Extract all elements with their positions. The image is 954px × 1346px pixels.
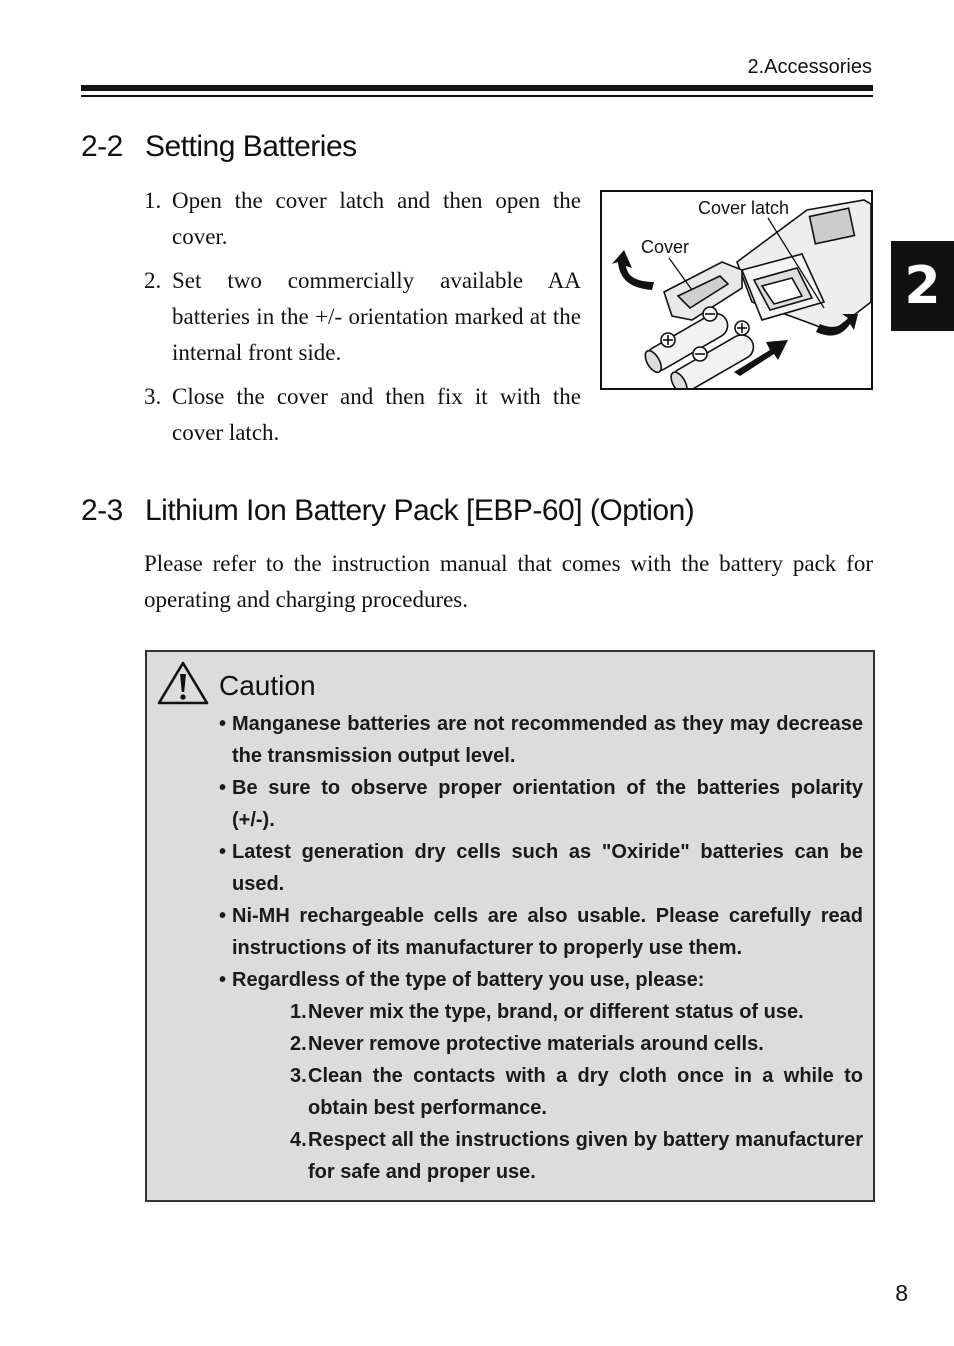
section-title: Lithium Ion Battery Pack [EBP-60] (Option) [145, 494, 695, 527]
sub-item-number: 3. [290, 1065, 307, 1087]
caution-item-text: Regardless of the type of battery you use, please: [232, 969, 705, 991]
step-number: 2. [144, 268, 162, 293]
caution-sub-item [290, 1060, 863, 1124]
sub-item-number: 2. [290, 1033, 307, 1055]
battery-illustration [602, 192, 871, 388]
figure-label-cover-latch: Cover latch [698, 198, 790, 218]
figure-label-cover: Cover [641, 237, 690, 257]
sub-item-text: Clean the contacts with a dry cloth once in a while to obtain best performance. [308, 1065, 863, 1119]
page-number: 8 [895, 1280, 908, 1306]
bullet: • [219, 905, 227, 927]
caution-item-text: Ni-MH rechargeable cells are also usable. Please carefully read instructions of its manufacturer to properly use them. [232, 905, 863, 959]
caution-item [219, 708, 863, 772]
header-rule-thick [81, 85, 873, 91]
chapter-tab: 2 [891, 241, 954, 331]
caution-sub-list [232, 996, 863, 1188]
caution-title: Caution [219, 670, 316, 701]
sub-item-number: 4. [290, 1129, 307, 1151]
caution-item [219, 900, 863, 964]
sub-item-text: Never remove protective materials around cells. [308, 1033, 764, 1055]
sub-item-text: Respect all the instructions given by battery manufacturer for safe and proper use. [308, 1129, 863, 1183]
battery-pack-note: Please refer to the instruction manual that comes with the battery pack for operating and charging procedures. [144, 551, 873, 612]
caution-item-text: Be sure to observe proper orientation of the batteries polarity (+/-). [232, 777, 863, 831]
section-title: Setting Batteries [145, 130, 357, 163]
battery-installation-figure [600, 190, 873, 390]
bullet: • [219, 969, 227, 991]
caution-item-text: Manganese batteries are not recommended as they may decrease the transmission output level. [232, 713, 863, 767]
caution-sub-item [290, 1028, 863, 1060]
step-text: Close the cover and then fix it with the cover latch. [172, 384, 581, 445]
step-number: 1. [144, 188, 162, 213]
section-heading-2-3 [81, 494, 694, 528]
sub-item-number: 1. [290, 1001, 307, 1023]
bullet: • [219, 713, 227, 735]
bullet: • [219, 841, 227, 863]
caution-list [219, 708, 863, 1188]
caution-box [145, 650, 875, 1202]
step-number: 3. [144, 384, 162, 409]
sub-item-text: Never mix the type, brand, or different status of use. [308, 1001, 804, 1023]
caution-item [219, 772, 863, 836]
section-number: 2-3 [81, 494, 123, 527]
step-item [144, 263, 581, 371]
step-item [144, 183, 581, 255]
step-text: Open the cover latch and then open the cover. [172, 188, 581, 249]
section-heading-2-2 [81, 130, 357, 164]
bullet: • [219, 777, 227, 799]
caution-item [219, 836, 863, 900]
caution-sub-item [290, 1124, 863, 1188]
caution-item [219, 964, 863, 1188]
step-item [144, 379, 581, 451]
step-text: Set two commercially available AA batteries in the +/- orientation marked at the internal front side. [172, 268, 581, 365]
header-section-label: 2.Accessories [747, 56, 872, 78]
header-rule-thin [81, 95, 873, 97]
section-number: 2-2 [81, 130, 123, 163]
caution-sub-item [290, 996, 863, 1028]
battery-steps-list [144, 183, 581, 459]
warning-triangle-icon [157, 660, 209, 706]
caution-item-text: Latest generation dry cells such as "Oxiride" batteries can be used. [232, 841, 863, 895]
